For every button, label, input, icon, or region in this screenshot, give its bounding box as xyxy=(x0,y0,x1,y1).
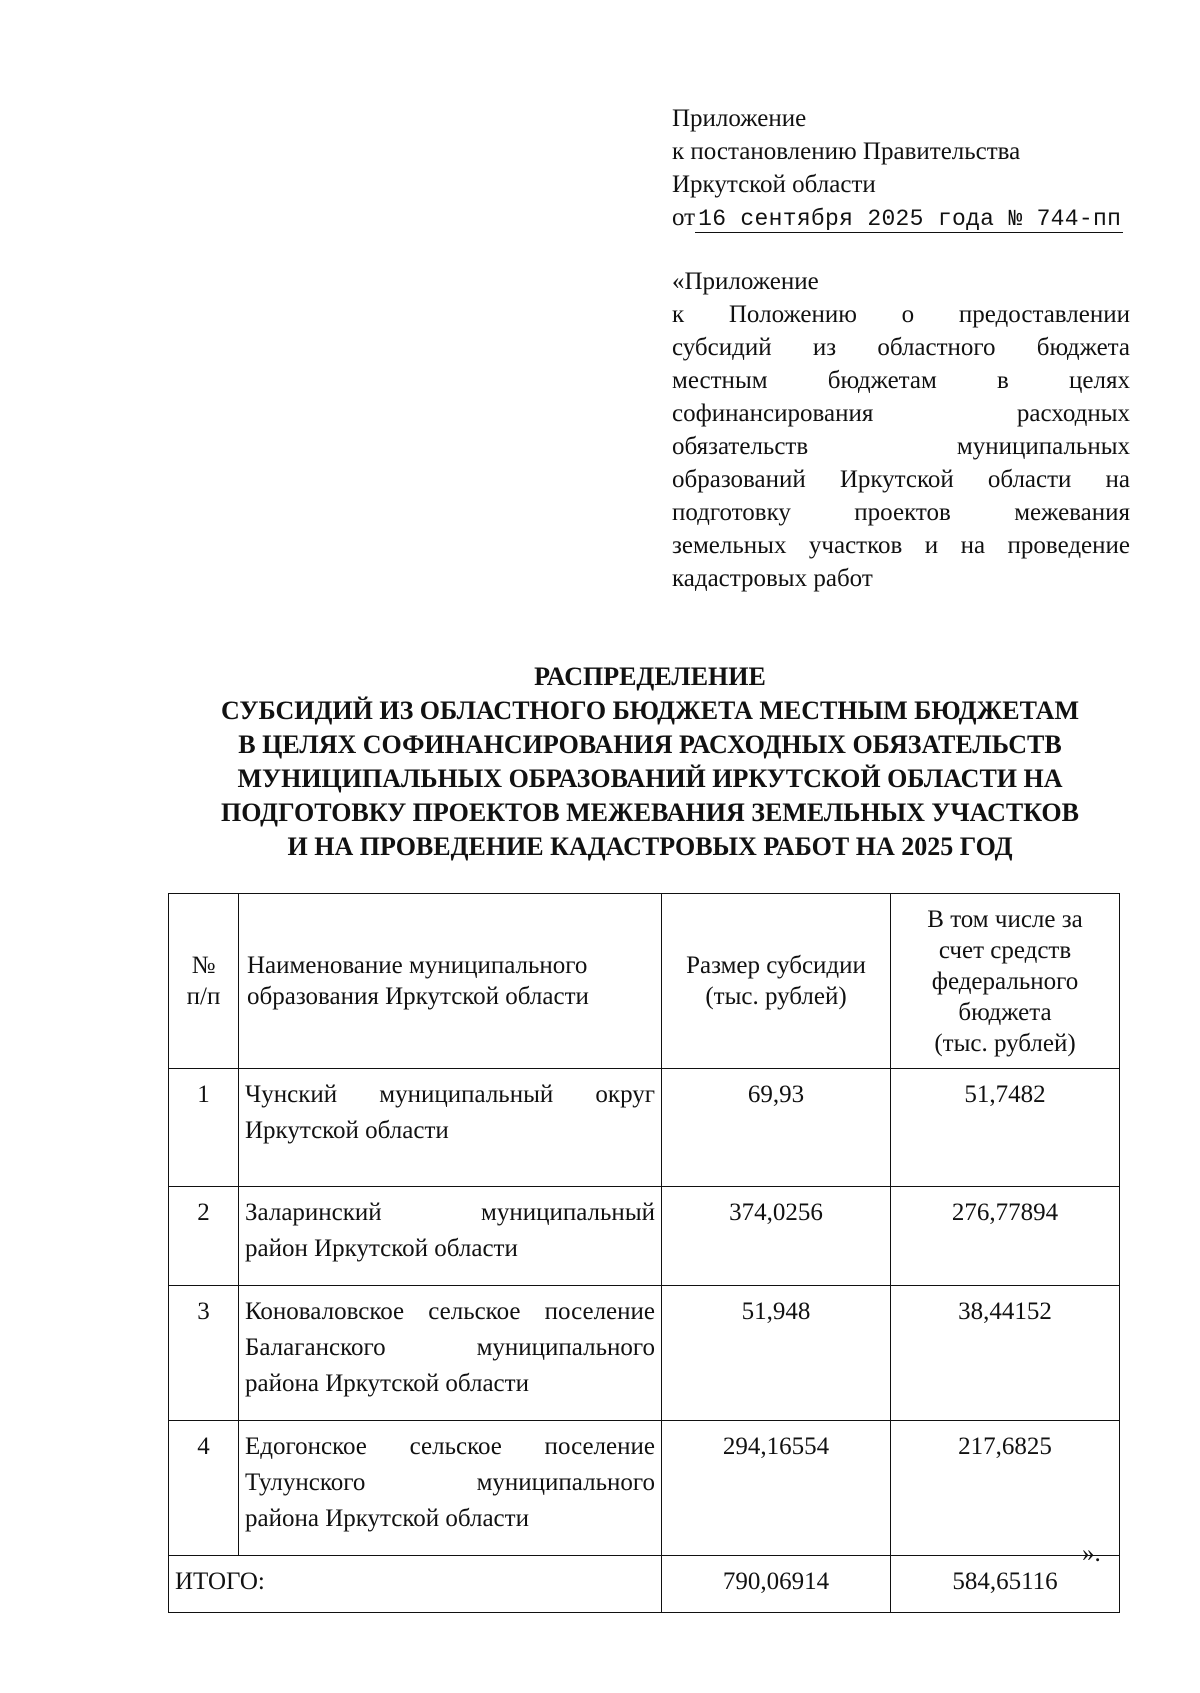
row-name-line: Заларинский муниципальный xyxy=(245,1199,655,1226)
row-number: 1 xyxy=(169,1069,239,1187)
row-federal: 38,44152 xyxy=(891,1286,1120,1421)
header-name xyxy=(239,894,662,1069)
annex-sub-line: образований Иркутской области на xyxy=(672,466,1130,493)
table-row xyxy=(169,1187,1120,1286)
row-name-line: Чунский муниципальный округ xyxy=(245,1081,655,1108)
row-name xyxy=(239,1421,662,1556)
annex-header-line: Приложение xyxy=(672,105,807,132)
annex-sub-line: субсидий из областного бюджета xyxy=(672,334,1130,361)
row-name xyxy=(239,1187,662,1286)
title-line: И НА ПРОВЕДЕНИЕ КАДАСТРОВЫХ РАБОТ НА 2025 ГОД xyxy=(287,832,1013,861)
header-text: федерального xyxy=(931,967,1079,995)
table-row xyxy=(169,1286,1120,1421)
header-number xyxy=(169,894,239,1069)
annex-sub-line: кадастровых работ xyxy=(672,565,873,592)
annex-header-line: к постановлению Правительства xyxy=(672,138,1021,165)
row-name-line: района Иркутской области xyxy=(245,1370,529,1397)
row-name xyxy=(239,1286,662,1421)
header-text: (тыс. рублей) xyxy=(934,1029,1076,1057)
header-text: бюджета xyxy=(958,998,1052,1026)
title-line: СУБСИДИЙ ИЗ ОБЛАСТНОГО БЮДЖЕТА МЕСТНЫМ БЮДЖЕТАМ xyxy=(221,696,1079,725)
closing-quote: ». xyxy=(1082,1540,1101,1567)
total-federal: 584,65116 xyxy=(891,1556,1120,1613)
header-text: № xyxy=(191,952,216,979)
row-subsidy: 69,93 xyxy=(662,1069,891,1187)
title-line: РАСПРЕДЕЛЕНИЕ xyxy=(534,662,766,691)
annex-sub-line: обязательств муниципальных xyxy=(672,433,1130,460)
header-federal xyxy=(891,894,1120,1069)
annex-sub-line: подготовку проектов межевания xyxy=(672,499,1130,526)
annex-sub-line: к Положению о предоставлении xyxy=(672,301,1130,328)
row-federal: 217,6825 xyxy=(891,1421,1120,1556)
row-name-line: Коноваловское сельское поселение xyxy=(245,1298,655,1325)
row-name-line: Балаганского муниципального xyxy=(245,1334,655,1361)
annex-sub-line: «Приложение xyxy=(672,268,819,295)
row-subsidy: 374,0256 xyxy=(662,1187,891,1286)
title-line: МУНИЦИПАЛЬНЫХ ОБРАЗОВАНИЙ ИРКУТСКОЙ ОБЛАСТИ НА xyxy=(237,764,1063,793)
title-line: ПОДГОТОВКУ ПРОЕКТОВ МЕЖЕВАНИЯ ЗЕМЕЛЬНЫХ УЧАСТКОВ xyxy=(221,798,1079,827)
resolution-date: 16 сентября 2025 года № 744-пп xyxy=(695,206,1123,233)
table-total-row xyxy=(169,1556,1120,1613)
table-header-row xyxy=(169,894,1120,1069)
row-name-line: Тулунского муниципального xyxy=(245,1469,655,1496)
table-row xyxy=(169,1069,1120,1187)
row-subsidy: 294,16554 xyxy=(662,1421,891,1556)
title-line: В ЦЕЛЯХ СОФИНАНСИРОВАНИЯ РАСХОДНЫХ ОБЯЗАТЕЛЬСТВ xyxy=(238,730,1062,759)
document-title xyxy=(150,660,1150,864)
header-text: Наименование муниципального xyxy=(247,952,588,979)
annex-sub-line: местным бюджетам в целях xyxy=(672,367,1130,394)
header-text: Размер субсидии xyxy=(686,952,866,979)
header-subsidy xyxy=(662,894,891,1069)
row-name xyxy=(239,1069,662,1187)
header-text: счет средств xyxy=(938,936,1072,964)
annex-sub-line: земельных участков и на проведение xyxy=(672,532,1130,559)
row-name-line: район Иркутской области xyxy=(245,1235,518,1262)
row-name-line: района Иркутской области xyxy=(245,1505,529,1532)
row-name-line: Иркутской области xyxy=(245,1117,449,1144)
annex-header-line: Иркутской области xyxy=(672,171,876,198)
header-text: п/п xyxy=(186,983,221,1010)
row-number: 4 xyxy=(169,1421,239,1556)
annex-sub-line: софинансирования расходных xyxy=(672,400,1130,427)
row-federal: 276,77894 xyxy=(891,1187,1120,1286)
header-text: В том числе за xyxy=(927,905,1083,933)
row-number: 3 xyxy=(169,1286,239,1421)
row-number: 2 xyxy=(169,1187,239,1286)
row-federal: 51,7482 xyxy=(891,1069,1120,1187)
row-name-line: Едогонское сельское поселение xyxy=(245,1433,655,1460)
annex-header xyxy=(672,102,1130,236)
annex-sub-header xyxy=(672,265,1130,595)
resolution-date-line xyxy=(672,201,1130,236)
date-prefix: от xyxy=(672,204,696,231)
header-text: (тыс. рублей) xyxy=(705,983,847,1010)
subsidy-table xyxy=(168,893,1120,1613)
total-label: ИТОГО: xyxy=(169,1556,662,1613)
row-subsidy: 51,948 xyxy=(662,1286,891,1421)
header-text: образования Иркутской области xyxy=(247,983,589,1010)
table-row xyxy=(169,1421,1120,1556)
total-subsidy: 790,06914 xyxy=(662,1556,891,1613)
